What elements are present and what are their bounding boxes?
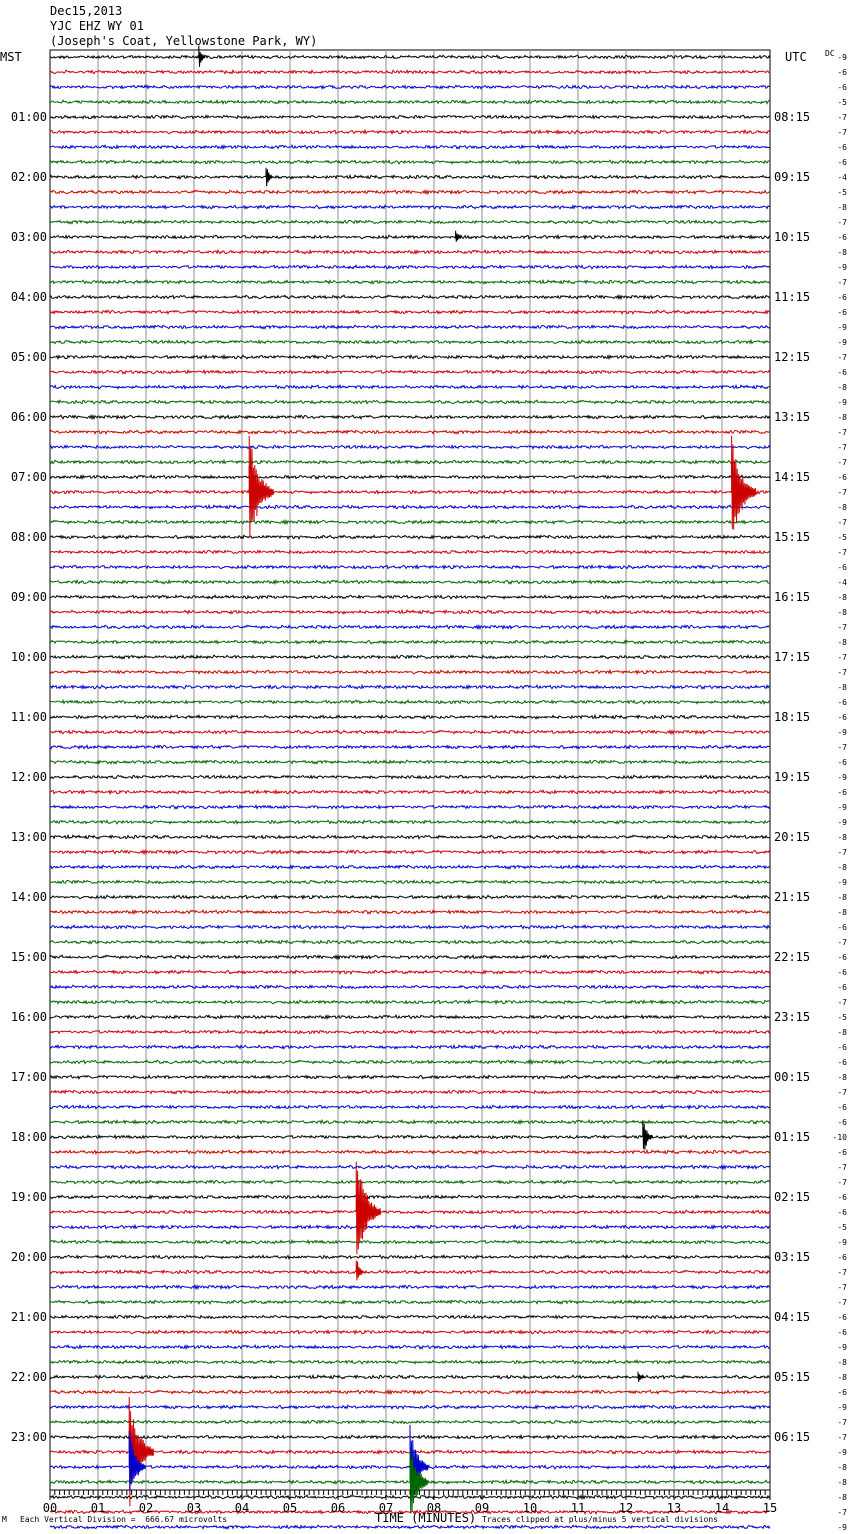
trace-86 [50, 1345, 770, 1349]
seismic-traces [50, 53, 847, 1534]
trace-67 [50, 1060, 770, 1064]
dc-offset-71: -6 [837, 1118, 847, 1127]
dc-offset-81: -7 [837, 1268, 847, 1277]
left-hour-label: 19:00 [10, 1190, 47, 1204]
x-tick-label-09: 09 [474, 1501, 490, 1515]
right-hour-label: 03:15 [774, 1250, 811, 1264]
trace-60 [50, 955, 770, 959]
trace-17 [50, 310, 770, 314]
right-timezone-label: UTC [785, 50, 807, 64]
dc-offset-15: -7 [837, 278, 847, 287]
trace-72 [50, 1135, 770, 1139]
trace-41 [50, 670, 770, 674]
left-hour-label: 02:00 [10, 170, 47, 184]
dc-offset-79: -9 [837, 1238, 847, 1247]
trace-32 [50, 535, 770, 539]
dc-offset-43: -6 [837, 698, 847, 707]
dc-offset-36: -8 [837, 593, 847, 602]
dc-offset-82: -7 [837, 1283, 847, 1292]
event-8 [356, 1162, 381, 1255]
trace-88 [50, 1375, 770, 1378]
dc-offset-56: -8 [837, 893, 847, 902]
trace-81 [50, 1270, 770, 1274]
right-hour-label: 12:15 [774, 350, 811, 364]
dc-offset-17: -6 [837, 308, 847, 317]
right-hour-label: 02:15 [774, 1190, 811, 1204]
dc-offset-1: -6 [837, 68, 847, 77]
dc-offset-51: -9 [837, 818, 847, 827]
dc-offset-62: -6 [837, 983, 847, 992]
right-hour-label: 23:15 [774, 1010, 811, 1024]
dc-offset-72: -10 [832, 1133, 847, 1142]
trace-46 [50, 745, 770, 749]
dc-offset-30: -8 [837, 503, 847, 512]
clip-note: Traces clipped at plus/minus 5 vertical divisions [482, 1515, 719, 1524]
dc-offset-74: -7 [837, 1163, 847, 1172]
trace-0 [50, 55, 770, 58]
trace-40 [50, 655, 770, 659]
dc-offset-45: -9 [837, 728, 847, 737]
left-hour-label: 17:00 [10, 1070, 47, 1084]
dc-offset-14: -9 [837, 263, 847, 272]
x-axis-title: TIME (MINUTES) [375, 1511, 477, 1525]
trace-9 [50, 190, 770, 194]
dc-offset-21: -6 [837, 368, 847, 377]
dc-offset-31: -7 [837, 518, 847, 527]
dc-offset-16: -6 [837, 293, 847, 302]
right-hour-label: 16:15 [774, 590, 811, 604]
trace-27 [50, 460, 770, 463]
station-location: (Joseph's Coat, Yellowstone Park, WY) [50, 34, 318, 48]
trace-48 [50, 775, 770, 779]
footer-mark: M [2, 1515, 7, 1524]
trace-84 [50, 1315, 770, 1318]
x-tick-label-05: 05 [282, 1501, 298, 1515]
right-hour-label: 06:15 [774, 1430, 811, 1444]
right-hour-label: 14:15 [774, 470, 811, 484]
left-hour-label: 04:00 [10, 290, 47, 304]
dc-offset-61: -6 [837, 968, 847, 977]
dc-offset-52: -8 [837, 833, 847, 842]
trace-33 [50, 550, 770, 553]
right-hour-label: 20:15 [774, 830, 811, 844]
dc-offset-10: -8 [837, 203, 847, 212]
trace-15 [50, 280, 770, 283]
dc-offset-89: -6 [837, 1388, 847, 1397]
trace-12 [50, 235, 770, 239]
dc-offset-58: -6 [837, 923, 847, 932]
trace-51 [50, 820, 770, 824]
trace-85 [50, 1330, 770, 1334]
x-tick-label-07: 07 [378, 1501, 394, 1515]
trace-6 [50, 145, 770, 149]
trace-68 [50, 1075, 770, 1079]
left-hour-label: 15:00 [10, 950, 47, 964]
dc-offset-57: -8 [837, 908, 847, 917]
trace-56 [50, 895, 770, 899]
left-hour-label: 23:00 [10, 1430, 47, 1444]
dc-offset-42: -8 [837, 683, 847, 692]
dc-offset-95: -8 [837, 1478, 847, 1487]
trace-50 [50, 805, 770, 808]
dc-offset-66: -6 [837, 1043, 847, 1052]
trace-38 [50, 625, 770, 629]
trace-5 [50, 130, 770, 134]
dc-offset-68: -8 [837, 1073, 847, 1082]
trace-7 [50, 160, 770, 164]
trace-75 [50, 1180, 770, 1184]
trace-78 [50, 1225, 770, 1228]
dc-offset-50: -9 [837, 803, 847, 812]
dc-offset-46: -7 [837, 743, 847, 752]
dc-offset-78: -5 [837, 1223, 847, 1232]
left-hour-label: 03:00 [10, 230, 47, 244]
dc-offset-7: -6 [837, 158, 847, 167]
trace-8 [50, 175, 770, 178]
dc-offset-0: -9 [837, 53, 847, 62]
right-hour-label: 01:15 [774, 1130, 811, 1144]
dc-offset-27: -7 [837, 458, 847, 467]
trace-57 [50, 910, 770, 914]
left-hour-label: 06:00 [10, 410, 47, 424]
dc-offset-8: -4 [837, 173, 847, 182]
x-tick-label-04: 04 [234, 1501, 250, 1515]
trace-39 [50, 640, 770, 644]
event-1 [266, 168, 272, 186]
trace-42 [50, 685, 770, 689]
trace-11 [50, 220, 770, 224]
dc-offset-4: -7 [837, 113, 847, 122]
x-tick-label-03: 03 [186, 1501, 202, 1515]
event-10 [638, 1372, 644, 1382]
trace-69 [50, 1090, 770, 1094]
left-hour-label: 01:00 [10, 110, 47, 124]
right-hour-label: 04:15 [774, 1310, 811, 1324]
trace-26 [50, 445, 770, 449]
x-tick-label-10: 10 [522, 1501, 538, 1515]
dc-offset-94: -8 [837, 1463, 847, 1472]
trace-37 [50, 610, 770, 613]
left-hour-label: 12:00 [10, 770, 47, 784]
left-hour-label: 18:00 [10, 1130, 47, 1144]
x-tick-label-15: 15 [762, 1501, 778, 1515]
left-hour-label: 14:00 [10, 890, 47, 904]
dc-offset-37: -8 [837, 608, 847, 617]
dc-offset-54: -8 [837, 863, 847, 872]
dc-offset-59: -7 [837, 938, 847, 947]
event-6 [732, 436, 757, 530]
dc-offset-76: -6 [837, 1193, 847, 1202]
left-hour-label: 21:00 [10, 1310, 47, 1324]
dc-offset-44: -6 [837, 713, 847, 722]
x-tick-label-11: 11 [570, 1501, 586, 1515]
trace-58 [50, 925, 770, 929]
dc-offset-64: -5 [837, 1013, 847, 1022]
right-hour-label: 18:15 [774, 710, 811, 724]
trace-59 [50, 940, 770, 943]
left-hour-label: 07:00 [10, 470, 47, 484]
dc-offset-92: -7 [837, 1433, 847, 1442]
dc-offset-40: -7 [837, 653, 847, 662]
dc-offset-60: -6 [837, 953, 847, 962]
dc-offset-77: -6 [837, 1208, 847, 1217]
trace-1 [50, 70, 770, 74]
dc-offset-23: -9 [837, 398, 847, 407]
trace-64 [50, 1015, 770, 1019]
trace-98 [50, 1525, 770, 1529]
left-hour-label: 20:00 [10, 1250, 47, 1264]
left-hour-label: 10:00 [10, 650, 47, 664]
dc-offset-25: -7 [837, 428, 847, 437]
trace-20 [50, 355, 770, 359]
trace-83 [50, 1300, 770, 1304]
dc-offset-32: -5 [837, 533, 847, 542]
dc-offset-53: -7 [837, 848, 847, 857]
trace-43 [50, 700, 770, 704]
trace-30 [50, 505, 770, 509]
dc-offset-80: -6 [837, 1253, 847, 1262]
dc-offset-5: -7 [837, 128, 847, 137]
dc-offset-69: -7 [837, 1088, 847, 1097]
dc-offset-6: -6 [837, 143, 847, 152]
left-hour-label: 13:00 [10, 830, 47, 844]
trace-47 [50, 760, 770, 764]
dc-offset-85: -6 [837, 1328, 847, 1337]
trace-10 [50, 205, 770, 209]
trace-3 [50, 100, 770, 103]
trace-24 [50, 415, 770, 418]
dc-offset-93: -9 [837, 1448, 847, 1457]
trace-90 [50, 1405, 770, 1409]
left-hour-label: 08:00 [10, 530, 47, 544]
trace-18 [50, 325, 770, 329]
dc-offset-88: -8 [837, 1373, 847, 1382]
dc-offset-49: -6 [837, 788, 847, 797]
right-hour-label: 11:15 [774, 290, 811, 304]
right-hour-label: 13:15 [774, 410, 811, 424]
dc-offset-73: -6 [837, 1148, 847, 1157]
dc-offset-9: -5 [837, 188, 847, 197]
trace-54 [50, 865, 770, 869]
trace-63 [50, 1000, 770, 1004]
event-0 [199, 46, 205, 67]
trace-53 [50, 850, 770, 853]
dc-offset-12: -6 [837, 233, 847, 242]
trace-23 [50, 400, 770, 404]
dc-offset-22: -8 [837, 383, 847, 392]
dc-offset-38: -7 [837, 623, 847, 632]
trace-79 [50, 1240, 770, 1244]
dc-offset-39: -8 [837, 638, 847, 647]
dc-offset-41: -7 [837, 668, 847, 677]
x-tick-label-01: 01 [90, 1501, 106, 1515]
right-hour-label: 19:15 [774, 770, 811, 784]
right-hour-label: 05:15 [774, 1370, 811, 1384]
dc-offset-65: -8 [837, 1028, 847, 1037]
dc-offset-11: -7 [837, 218, 847, 227]
event-7 [643, 1120, 652, 1149]
trace-89 [50, 1390, 770, 1394]
plot-date: Dec15,2013 [50, 4, 123, 18]
trace-22 [50, 385, 770, 389]
dc-offset-70: -6 [837, 1103, 847, 1112]
trace-44 [50, 715, 770, 718]
right-hour-label: 00:15 [774, 1070, 811, 1084]
trace-31 [50, 520, 770, 523]
left-hour-label: 22:00 [10, 1370, 47, 1384]
dc-offset-3: -5 [837, 98, 847, 107]
trace-45 [50, 730, 770, 734]
event-9 [356, 1260, 363, 1280]
trace-82 [50, 1285, 770, 1288]
trace-13 [50, 250, 770, 254]
trace-19 [50, 340, 770, 344]
right-hour-label: 17:15 [774, 650, 811, 664]
dc-offset-98: -9 [837, 1523, 847, 1532]
dc-offset-97: -7 [837, 1508, 847, 1517]
dc-offset-19: -9 [837, 338, 847, 347]
left-hour-label: 05:00 [10, 350, 47, 364]
x-tick-label-06: 06 [330, 1501, 346, 1515]
dc-offset-91: -7 [837, 1418, 847, 1427]
dc-offset-20: -7 [837, 353, 847, 362]
trace-70 [50, 1105, 770, 1109]
dc-offset-2: -6 [837, 83, 847, 92]
trace-77 [50, 1210, 770, 1214]
dc-offset-75: -7 [837, 1178, 847, 1187]
dc-offset-47: -6 [837, 758, 847, 767]
dc-offset-48: -9 [837, 773, 847, 782]
trace-74 [50, 1165, 770, 1169]
right-hour-label: 15:15 [774, 530, 811, 544]
trace-96 [50, 1495, 770, 1499]
x-tick-label-12: 12 [618, 1501, 634, 1515]
dc-offset-84: -6 [837, 1313, 847, 1322]
x-tick-label-13: 13 [666, 1501, 682, 1515]
event-2 [456, 231, 462, 242]
trace-28 [50, 475, 770, 479]
x-tick-label-08: 08 [426, 1501, 442, 1515]
trace-16 [50, 295, 770, 299]
seismic-events [129, 46, 756, 1514]
right-hour-label: 10:15 [774, 230, 811, 244]
dc-offset-90: -9 [837, 1403, 847, 1412]
trace-21 [50, 370, 770, 373]
dc-offset-87: -8 [837, 1358, 847, 1367]
trace-14 [50, 265, 770, 269]
trace-2 [50, 85, 770, 88]
right-hour-label: 08:15 [774, 110, 811, 124]
trace-71 [50, 1120, 770, 1124]
trace-61 [50, 970, 770, 974]
dc-offset-34: -6 [837, 563, 847, 572]
dc-offset-86: -9 [837, 1343, 847, 1352]
trace-35 [50, 580, 770, 584]
left-hour-label: 16:00 [10, 1010, 47, 1024]
right-hour-label: 22:15 [774, 950, 811, 964]
dc-offset-24: -8 [837, 413, 847, 422]
trace-76 [50, 1195, 770, 1199]
x-tick-label-00: 00 [42, 1501, 58, 1515]
trace-87 [50, 1360, 770, 1364]
trace-29 [50, 490, 770, 494]
dc-offset-18: -9 [837, 323, 847, 332]
dc-offset-67: -6 [837, 1058, 847, 1067]
trace-73 [50, 1150, 770, 1153]
x-tick-label-14: 14 [714, 1501, 730, 1515]
dc-offset-13: -8 [837, 248, 847, 257]
dc-offset-55: -9 [837, 878, 847, 887]
dc-offset-96: -8 [837, 1493, 847, 1502]
dc-offset-83: -7 [837, 1298, 847, 1307]
left-timezone-label: MST [0, 50, 22, 64]
trace-36 [50, 595, 770, 599]
dc-offset-33: -7 [837, 548, 847, 557]
event-14 [410, 1450, 428, 1513]
trace-65 [50, 1030, 770, 1034]
trace-25 [50, 430, 770, 434]
trace-62 [50, 985, 770, 989]
dc-offset-35: -4 [837, 578, 847, 587]
trace-66 [50, 1045, 770, 1048]
left-hour-label: 09:00 [10, 590, 47, 604]
trace-34 [50, 565, 770, 569]
right-hour-label: 09:15 [774, 170, 811, 184]
scale-note: Each Vertical Division = 666.67 microvolts [20, 1515, 228, 1524]
dc-offset-29: -7 [837, 488, 847, 497]
trace-52 [50, 835, 770, 839]
dc-offset-26: -7 [837, 443, 847, 452]
trace-91 [50, 1420, 770, 1424]
trace-4 [50, 115, 770, 118]
trace-80 [50, 1255, 770, 1259]
trace-55 [50, 880, 770, 883]
dc-label: DC [825, 49, 835, 58]
trace-49 [50, 790, 770, 794]
station-code: YJC EHZ WY 01 [50, 19, 144, 33]
left-hour-label: 11:00 [10, 710, 47, 724]
dc-offset-63: -7 [837, 998, 847, 1007]
x-tick-label-02: 02 [138, 1501, 154, 1515]
right-hour-label: 21:15 [774, 890, 811, 904]
dc-offset-28: -6 [837, 473, 847, 482]
